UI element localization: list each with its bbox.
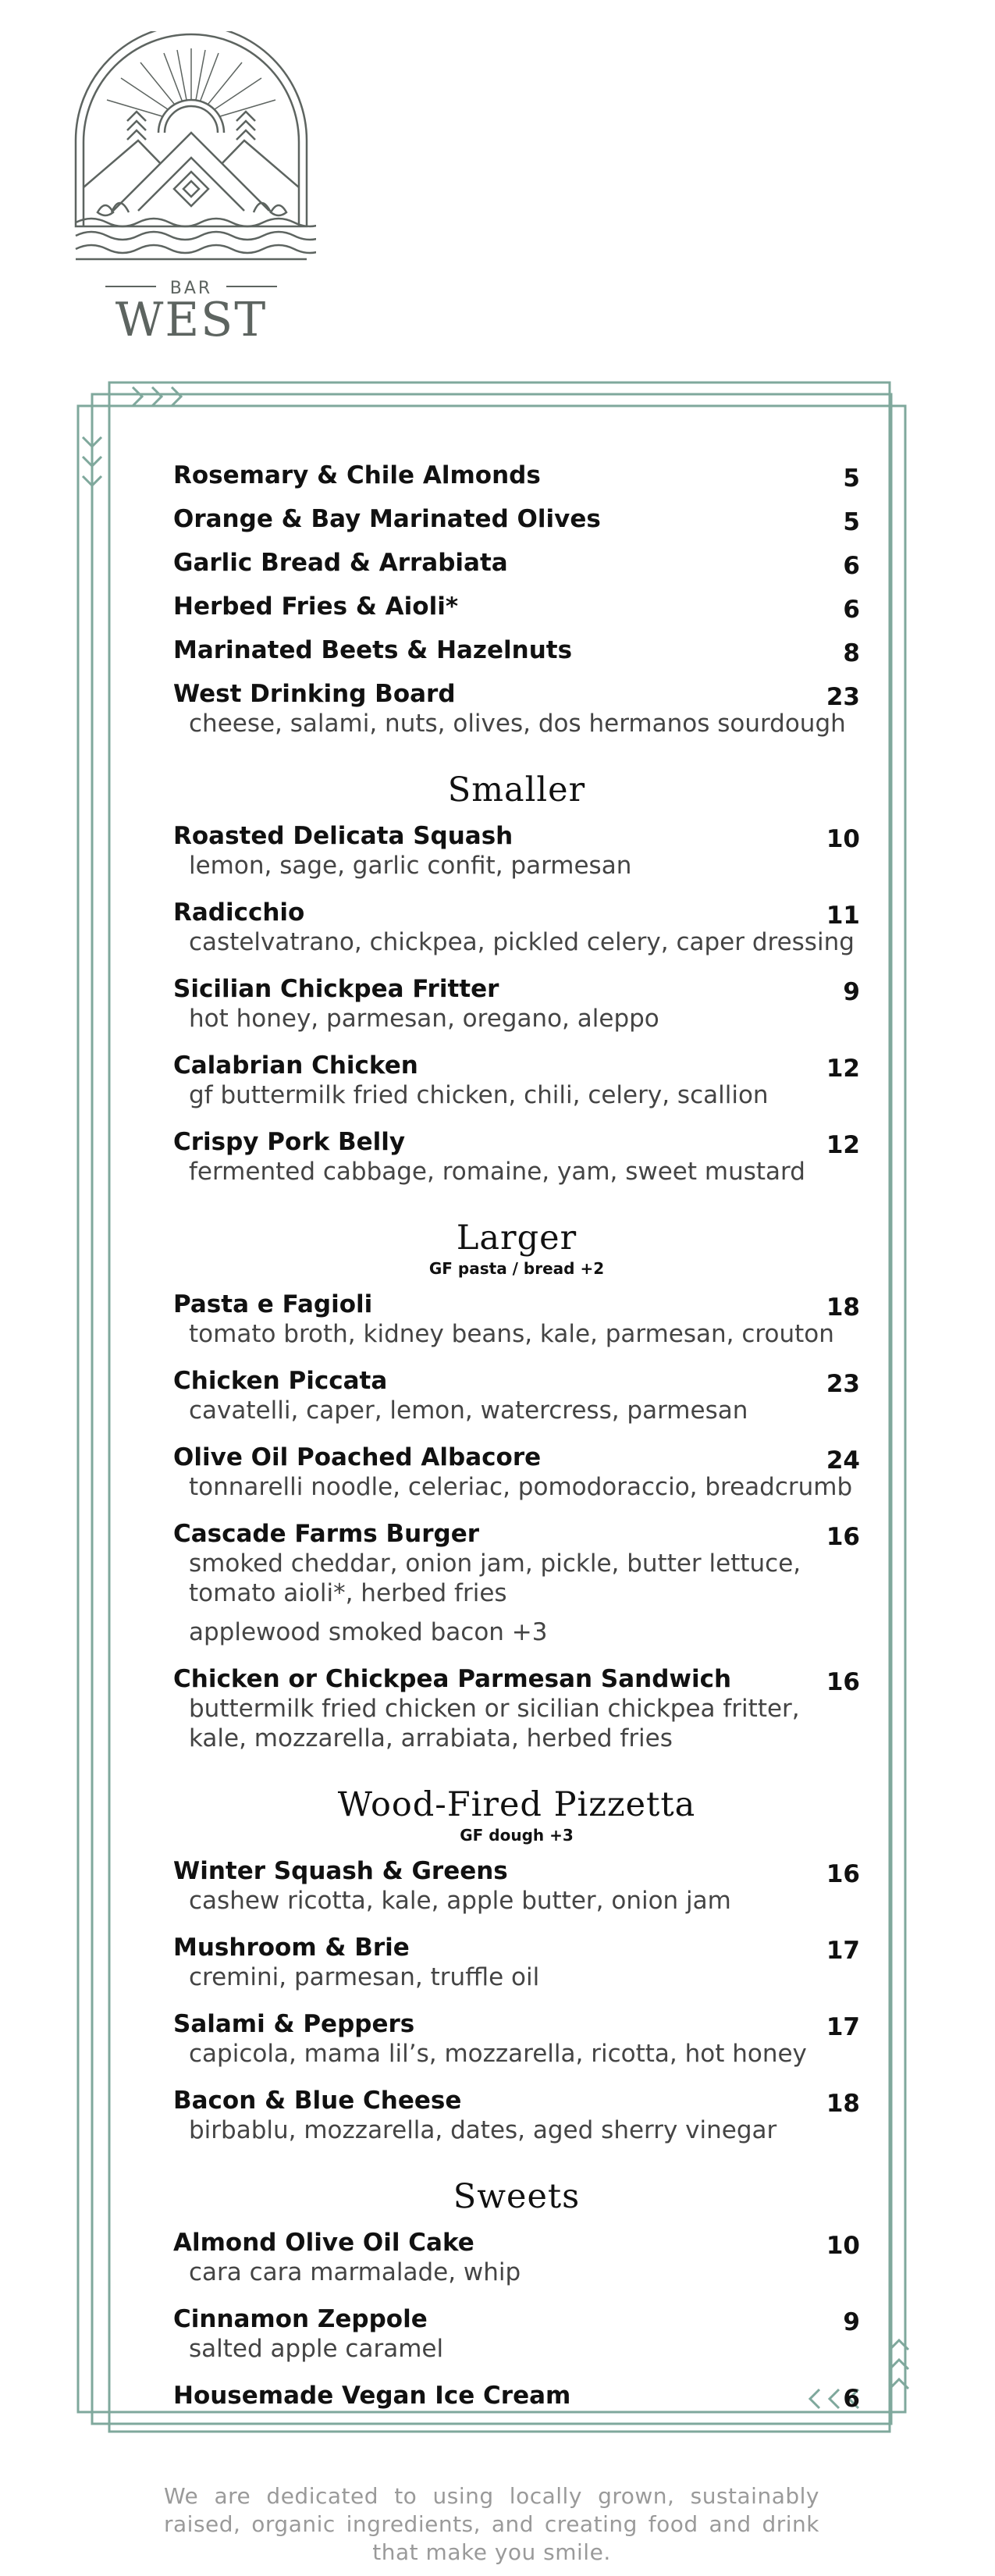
menu-item bbox=[173, 2009, 860, 2069]
menu-item bbox=[173, 1127, 860, 1187]
item-description: birbablu, mozzarella, dates, aged sherry vinegar bbox=[189, 2116, 777, 2144]
item-description: smoked cheddar, onion jam, pickle, butter lettuce, tomato aioli*, herbed fries bbox=[189, 1550, 801, 1607]
menu-item bbox=[173, 1856, 860, 1916]
menu-item bbox=[173, 974, 860, 1034]
menu-item bbox=[173, 1366, 860, 1425]
menu-item bbox=[173, 635, 860, 665]
item-name: Sicilian Chickpea Fritter bbox=[173, 975, 499, 1003]
item-price: 16 bbox=[826, 1860, 860, 1888]
item-name: Calabrian Chicken bbox=[173, 1051, 418, 1080]
menu-item bbox=[173, 2304, 860, 2364]
footer-statement: We are dedicated to using locally grown, sustainably raised, organic ingredients, and creating food and drink that make you smile. bbox=[164, 2483, 819, 2565]
item-description: hot honey, parmesan, oregano, aleppo bbox=[189, 1005, 659, 1033]
item-name: Olive Oil Poached Albacore bbox=[173, 1443, 542, 1471]
brand-large: WEST bbox=[115, 293, 268, 343]
item-price: 6 bbox=[843, 552, 860, 580]
item-description: capicola, mama lil’s, mozzarella, ricotta, hot honey bbox=[189, 2040, 807, 2068]
item-price: 12 bbox=[826, 1055, 860, 1083]
menu-item bbox=[173, 504, 860, 534]
item-name: Marinated Beets & Hazelnuts bbox=[173, 636, 573, 664]
item-price: 8 bbox=[843, 639, 860, 667]
item-description: gf buttermilk fried chicken, chili, celery, scallion bbox=[189, 1081, 769, 1109]
item-name: Herbed Fries & Aioli* bbox=[173, 592, 459, 621]
menu-item bbox=[173, 1519, 860, 1647]
item-price: 12 bbox=[826, 1131, 860, 1159]
item-description: salted apple caramel bbox=[189, 2335, 444, 2363]
section-note: GF pasta / bread +2 bbox=[428, 1259, 605, 1278]
item-name: Bacon & Blue Cheese bbox=[173, 2087, 462, 2115]
section-title: Smaller bbox=[447, 770, 586, 809]
item-name: West Drinking Board bbox=[173, 680, 456, 708]
item-name: Garlic Bread & Arrabiata bbox=[173, 549, 508, 577]
section-title: Sweets bbox=[453, 2177, 581, 2216]
item-description: cheese, salami, nuts, olives, dos hermanos sourdough bbox=[189, 710, 846, 738]
section-header bbox=[173, 2176, 860, 2217]
item-description: tomato broth, kidney beans, kale, parmesan, crouton bbox=[189, 1320, 834, 1348]
item-price: 17 bbox=[826, 1937, 860, 1965]
item-name: Housemade Vegan Ice Cream bbox=[173, 2382, 571, 2410]
menu-content bbox=[173, 461, 860, 2411]
section-header bbox=[173, 1218, 860, 1279]
item-name: Almond Olive Oil Cake bbox=[173, 2229, 474, 2257]
menu-item bbox=[173, 592, 860, 624]
menu-item bbox=[173, 461, 860, 493]
item-name: Rosemary & Chile Almonds bbox=[173, 461, 541, 489]
item-name: Pasta e Fagioli bbox=[173, 1290, 373, 1318]
item-name: Cinnamon Zeppole bbox=[173, 2305, 428, 2333]
menu-item bbox=[173, 1933, 860, 1992]
item-description: cashew ricotta, kale, apple butter, onion jam bbox=[189, 1887, 731, 1915]
item-description: fermented cabbage, romaine, yam, sweet mustard bbox=[189, 1158, 805, 1186]
item-addon: applewood smoked bacon +3 bbox=[189, 1618, 548, 1646]
brand-small: BAR bbox=[169, 279, 213, 298]
item-price: 10 bbox=[826, 2232, 860, 2260]
section-title: Larger bbox=[456, 1219, 577, 1258]
item-price: 10 bbox=[826, 825, 860, 853]
item-price: 17 bbox=[826, 2013, 860, 2041]
item-description: lemon, sage, garlic confit, parmesan bbox=[189, 852, 632, 880]
item-price: 5 bbox=[843, 464, 860, 493]
starters-list bbox=[173, 461, 860, 738]
menu-item bbox=[173, 2381, 860, 2411]
item-price: 5 bbox=[843, 508, 860, 536]
item-price: 24 bbox=[826, 1446, 860, 1475]
menu-item bbox=[173, 2086, 860, 2145]
item-name: Radicchio bbox=[173, 898, 305, 927]
section-note: GF dough +3 bbox=[460, 1826, 574, 1845]
item-name: Crispy Pork Belly bbox=[173, 1128, 406, 1156]
item-price: 18 bbox=[826, 2090, 860, 2118]
item-price: 11 bbox=[826, 902, 860, 930]
item-name: Mushroom & Brie bbox=[173, 1934, 410, 1962]
menu-item bbox=[173, 548, 860, 578]
item-description: cremini, parmesan, truffle oil bbox=[189, 1963, 540, 1991]
item-price: 18 bbox=[826, 1293, 860, 1322]
menu-sections bbox=[173, 770, 860, 2411]
item-price: 6 bbox=[843, 2385, 860, 2413]
item-price: 6 bbox=[843, 596, 860, 624]
menu-item bbox=[173, 2228, 860, 2287]
item-price: 16 bbox=[826, 1523, 860, 1551]
item-price: 9 bbox=[843, 978, 860, 1006]
menu-item bbox=[173, 1664, 860, 1753]
item-price: 9 bbox=[843, 2308, 860, 2336]
section-header bbox=[173, 770, 860, 810]
section-header bbox=[173, 1784, 860, 1845]
item-name: Winter Squash & Greens bbox=[173, 1857, 508, 1885]
item-name: Roasted Delicata Squash bbox=[173, 822, 513, 850]
menu-item bbox=[173, 1443, 860, 1502]
item-name: Orange & Bay Marinated Olives bbox=[173, 505, 601, 533]
item-price: 16 bbox=[826, 1668, 860, 1696]
item-name: Salami & Peppers bbox=[173, 2010, 415, 2038]
item-name: Chicken or Chickpea Parmesan Sandwich bbox=[173, 1665, 732, 1693]
item-description: castelvatrano, chickpea, pickled celery, caper dressing bbox=[189, 928, 855, 956]
item-price: 23 bbox=[826, 1370, 860, 1398]
menu-item bbox=[173, 1051, 860, 1110]
item-description: cara cara marmalade, whip bbox=[189, 2258, 521, 2286]
menu-item bbox=[173, 821, 860, 881]
item-description: buttermilk fried chicken or sicilian chickpea fritter, kale, mozzarella, arrabiata, herbed fries bbox=[189, 1695, 800, 1752]
item-price: 23 bbox=[826, 683, 860, 711]
item-description: tonnarelli noodle, celeriac, pomodoraccio, breadcrumb bbox=[189, 1473, 853, 1501]
item-name: Cascade Farms Burger bbox=[173, 1520, 480, 1548]
item-name: Chicken Piccata bbox=[173, 1367, 388, 1395]
menu-item bbox=[173, 1290, 860, 1349]
section-title: Wood-Fired Pizzetta bbox=[337, 1785, 696, 1824]
item-description: cavatelli, caper, lemon, watercress, parmesan bbox=[189, 1397, 748, 1425]
menu-item bbox=[173, 679, 860, 738]
menu-item bbox=[173, 898, 860, 957]
